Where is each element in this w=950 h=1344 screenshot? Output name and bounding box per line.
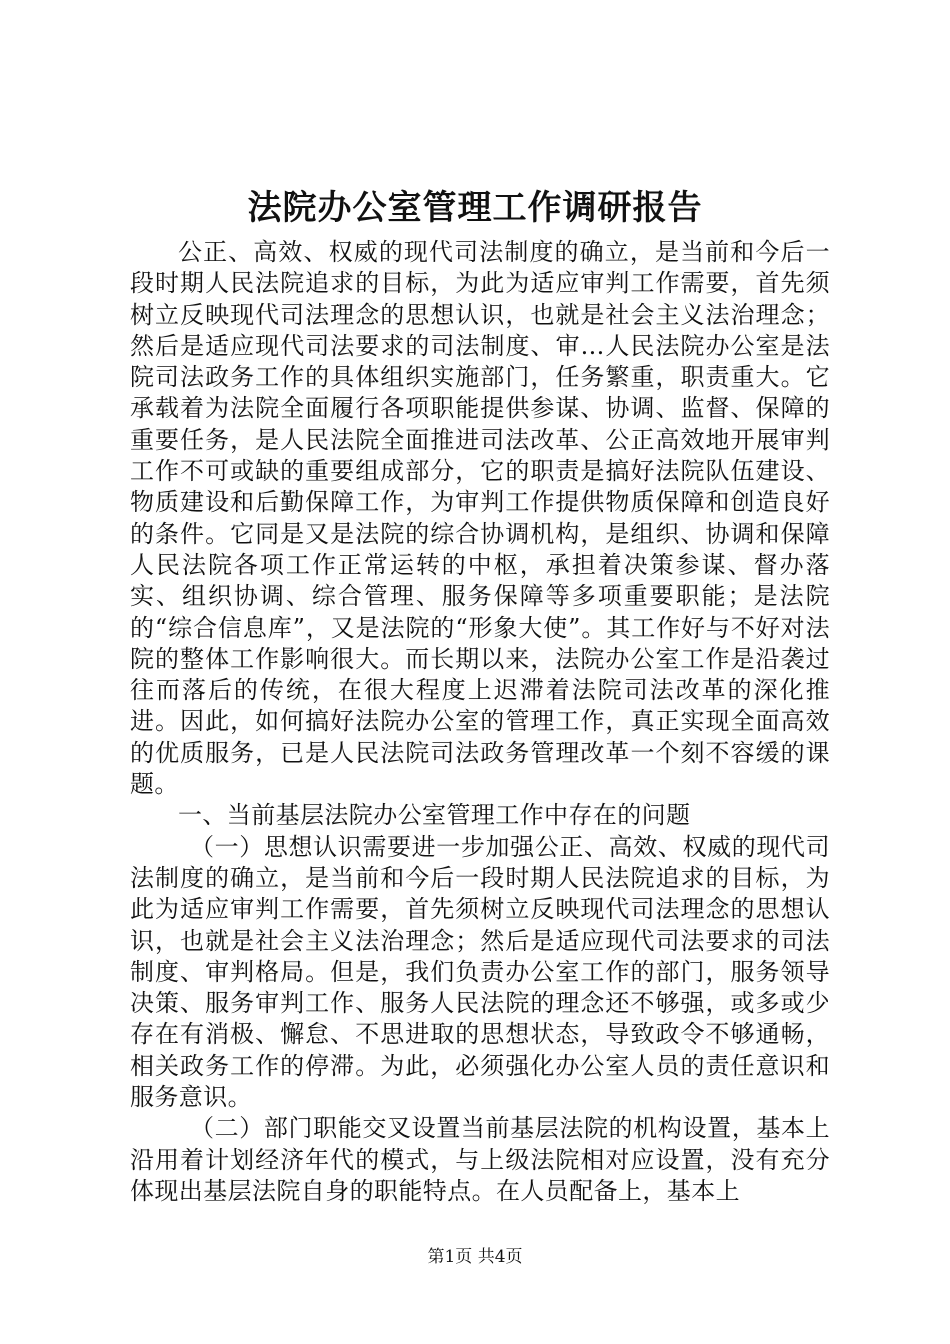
document-title: 法院办公室管理工作调研报告 — [247, 188, 703, 228]
page-number-footer: 第1页 共4页 — [427, 1247, 523, 1267]
section-heading-1: 一、当前基层法院办公室管理工作中存在的问题 — [178, 801, 691, 830]
paragraph-subsection-2: （二）部门职能交叉设置当前基层法院的机构设置，基本上沿用着计划经济年代的模式，与上级法院相对应设置，没有充分体现出基层法院自身的职能特点。在人员配备上，基本上 — [130, 1114, 830, 1205]
paragraph-subsection-1: （一）思想认识需要进一步加强公正、高效、权威的现代司法制度的确立，是当前和今后一段时期人民法院追求的目标，为此为适应审判工作需要，首先须树立反映现代司法理念的思想认识，也就是社会主义法治理念；然后是适应现代司法要求的司法制度、审判格局。但是，我们负责办公室工作的部门，服务领导决策、服务审判工作、服务人民法院的理念还不够强，或多或少存在有消极、懈怠、不思进取的思想状态，导致政令不够通畅，相关政务工作的停滞。为此，必须强化办公室人员的责任意识和服务意识。 — [130, 832, 830, 1112]
paragraph-intro: 公正、高效、权威的现代司法制度的确立，是当前和今后一段时期人民法院追求的目标，为此为适应审判工作需要，首先须树立反映现代司法理念的思想认识，也就是社会主义法治理念；然后是适应现代司法要求的司法制度、审...人民法院办公室是法院司法政务工作的具体组织实施部门，任务繁重，职责重大。它承载着为法院全面履行各项职能提供参谋、协调、监督、保障的重要任务，是人民法院全面推进司法改革、公正高效地开展审判工作不可或缺的重要组成部分，它的职责是搞好法院队伍建设、物质建设和后勤保障工作，为审判工作提供物质保障和创造良好的条件。它同是又是法院的综合协调机构，是组织、协调和保障人民法院各项工作正常运转的中枢，承担着决策参谋、督办落实、组织协调、综合管理、服务保障等多项重要职能；是法院的“综合信息库”，又是法院的“形象大使”。其工作好与不好对法院的整体工作影响很大。而长期以来，法院办公室工作是沿袭过往而落后的传统，在很大程度上迟滞着法院司法改革的深化推进。因此，如何搞好法院办公室的管理工作，真正实现全面高效的优质服务，已是人民法院司法政务管理改革一个刻不容缓的课题。 — [130, 238, 830, 799]
document-body — [130, 237, 830, 1207]
